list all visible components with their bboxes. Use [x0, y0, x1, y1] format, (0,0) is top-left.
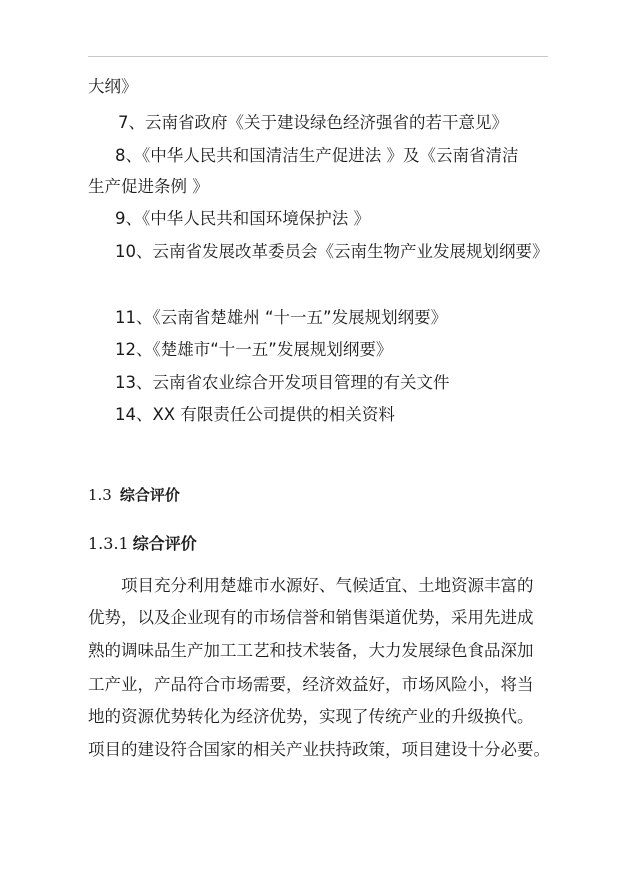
paragraph-line-4: 工产业，产品符合市场需要，经济效益好，市场风险小，将当 — [88, 675, 534, 694]
subsection-number: 1.3.1 — [88, 534, 129, 553]
reference-item-8: 8、《中华人民共和国清洁生产促进法 》及《云南省清洁 — [115, 146, 519, 165]
header-rule — [88, 56, 548, 57]
section-number: 1.3 — [88, 486, 112, 504]
paragraph-line-2: 优势，以及企业现有的市场信誉和销售渠道优势，采用先进成 — [88, 608, 534, 627]
reference-continuation: 大纲》 — [88, 77, 138, 96]
reference-item-8-continuation: 生产促进条例 》 — [88, 177, 209, 196]
paragraph-line-1: 项目充分利用楚雄市水源好、气候适宜、土地资源丰富的 — [121, 576, 534, 595]
paragraph-line-3: 熟的调味品生产加工工艺和技术装备，大力发展绿色食品深加 — [88, 641, 534, 660]
reference-item-11: 11、《云南省楚雄州 “十一五”发展规划纲要》 — [115, 308, 448, 327]
subsection-heading — [88, 531, 197, 554]
reference-item-14: 14、XX 有限责任公司提供的相关资料 — [115, 405, 395, 424]
section-heading — [88, 484, 180, 505]
reference-item-13: 13、云南省农业综合开发项目管理的有关文件 — [115, 373, 450, 392]
reference-item-7: 7、云南省政府《关于建设绿色经济强省的若干意见》 — [118, 113, 508, 132]
reference-item-12: 12、《楚雄市“十一五”发展规划纲要》 — [115, 340, 393, 359]
paragraph-line-6: 项目的建设符合国家的相关产业扶持政策，项目建设十分必要。 — [88, 740, 550, 759]
reference-item-10: 10、云南省发展改革委员会《云南生物产业发展规划纲要》 — [115, 242, 549, 261]
paragraph-line-5: 地的资源优势转化为经济优势，实现了传统产业的升级换代。 — [88, 707, 534, 726]
subsection-title: 综合评价 — [132, 534, 197, 553]
reference-item-9: 9、《中华人民共和国环境保护法 》 — [115, 209, 370, 228]
section-title: 综合评价 — [119, 486, 180, 504]
